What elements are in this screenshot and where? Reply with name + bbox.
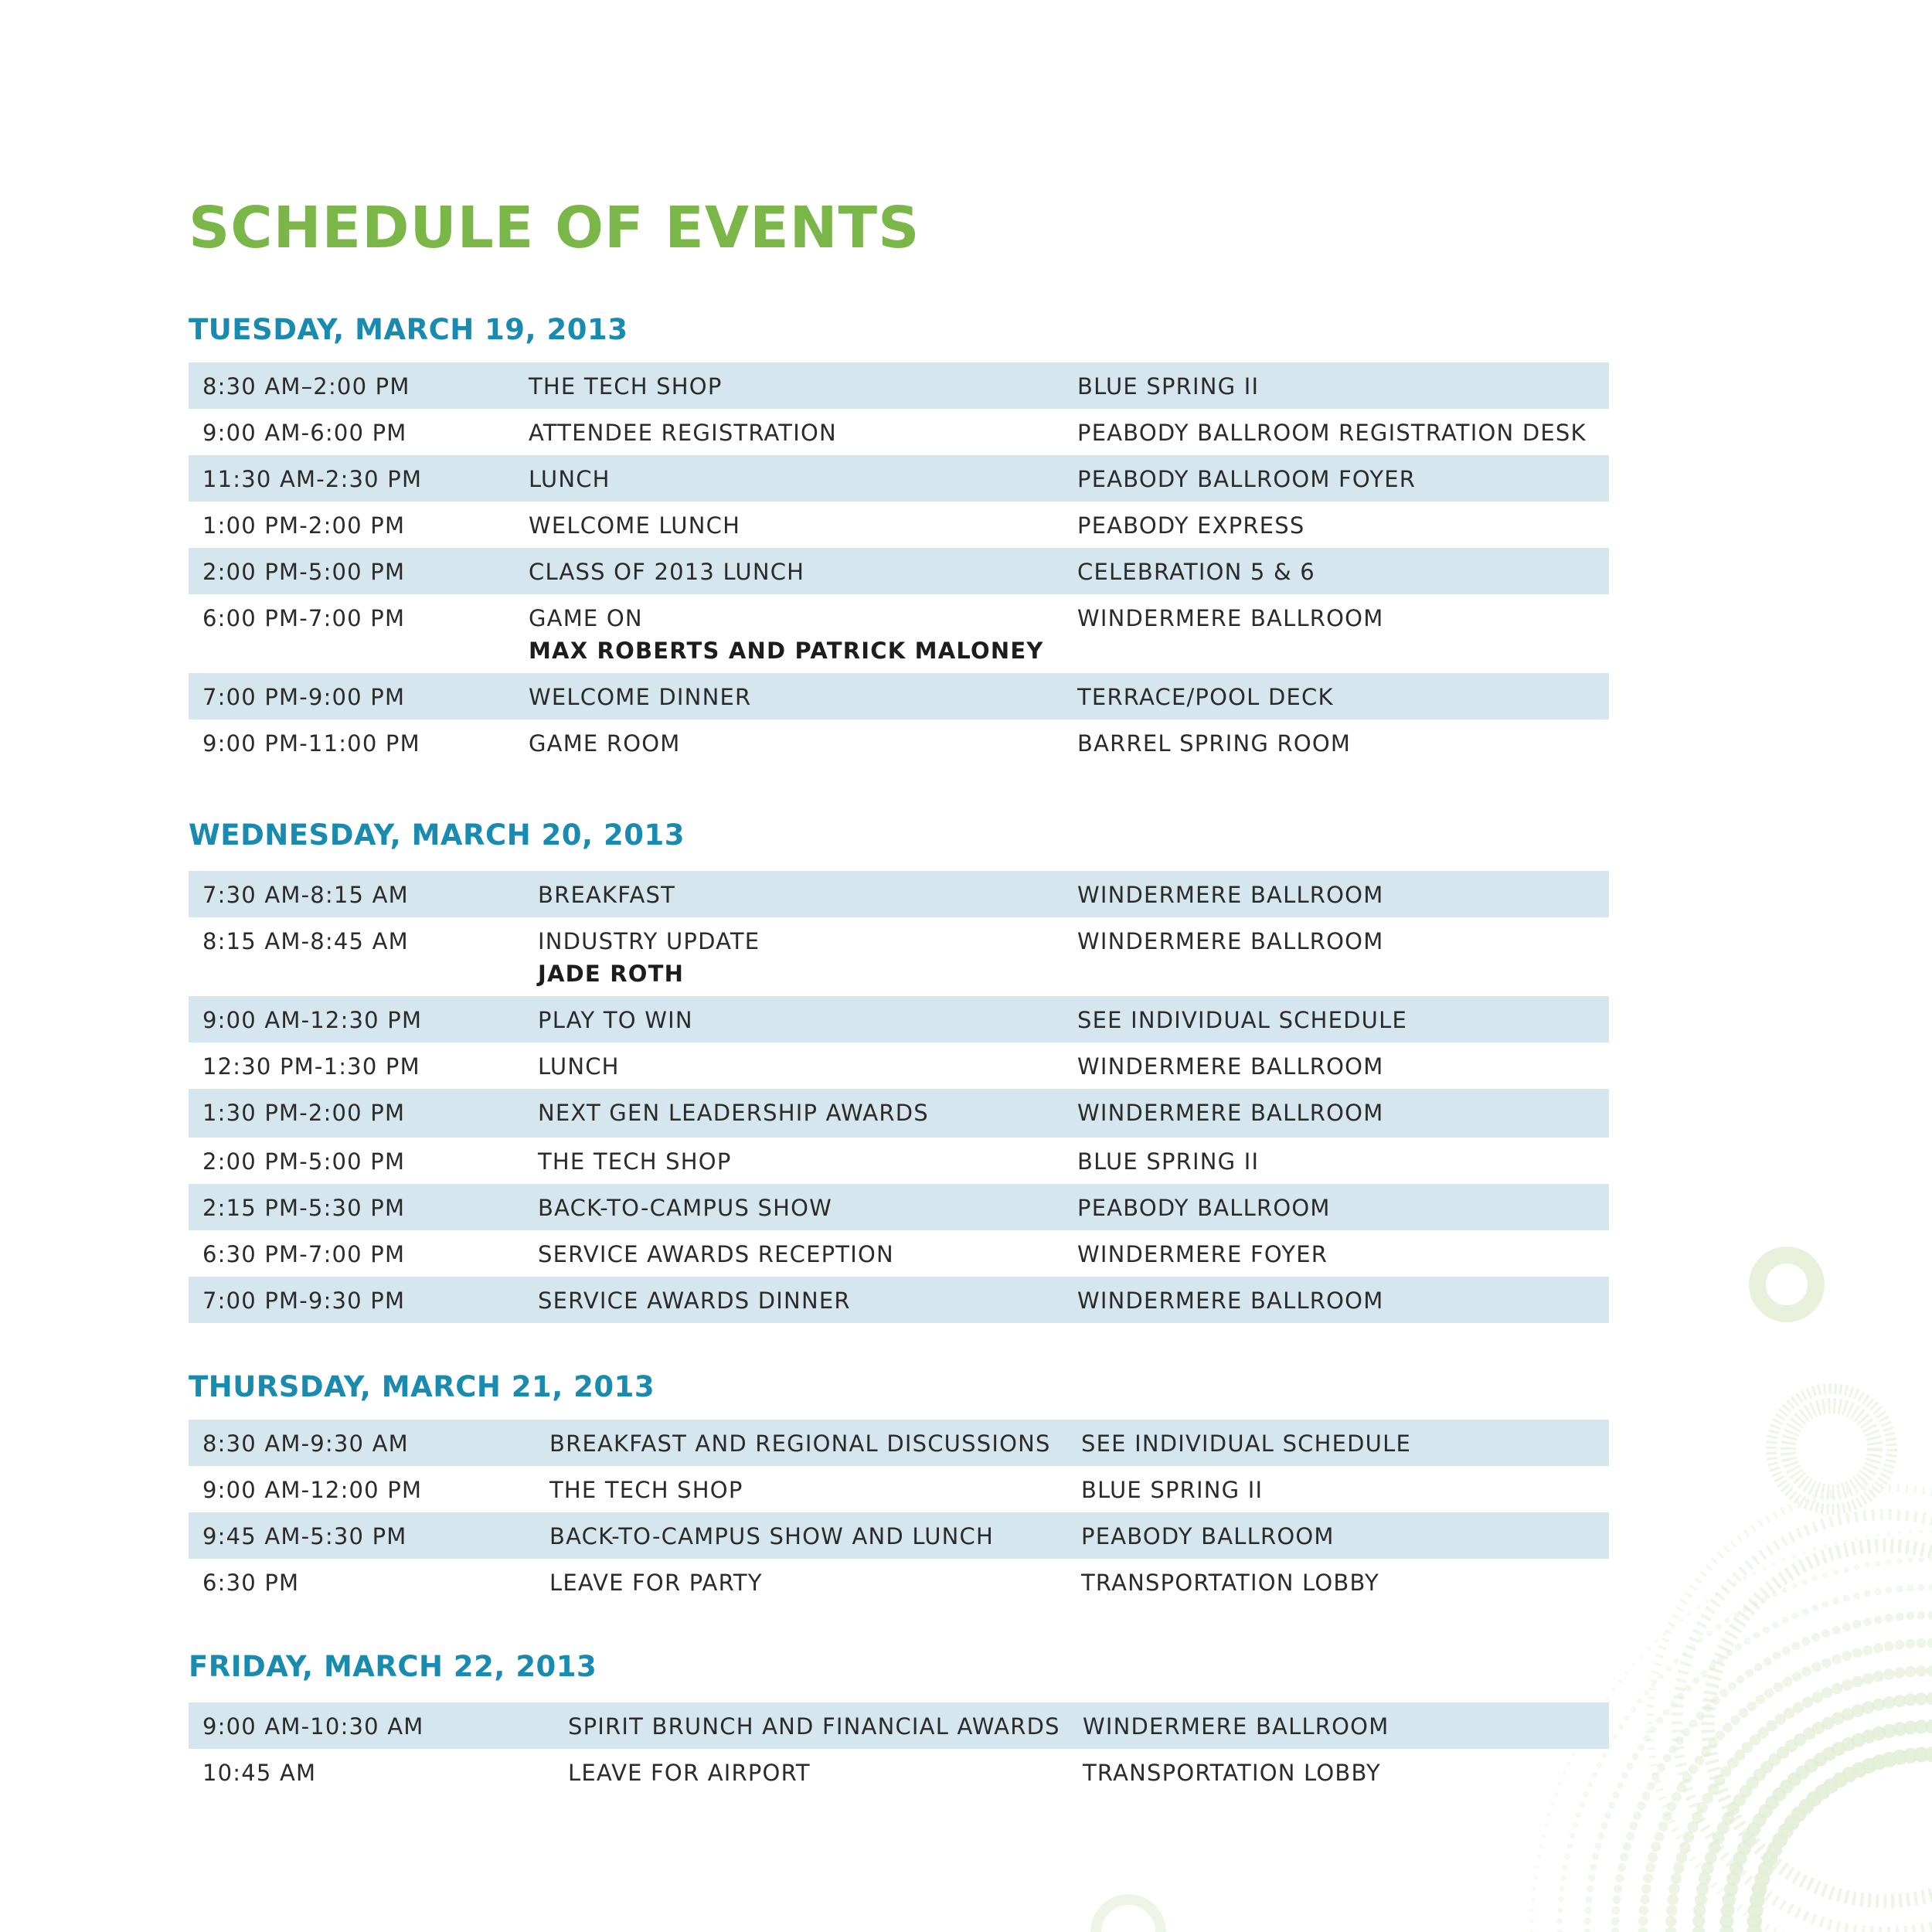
schedule-table-tuesday — [189, 362, 1609, 766]
event-time: 8:30 AM–2:00 PM — [202, 373, 410, 400]
event-time: 1:30 PM-2:00 PM — [202, 1100, 406, 1126]
event-speaker: JADE ROTH — [538, 961, 685, 987]
event-title-text: INDUSTRY UPDATE — [538, 928, 760, 954]
table-row — [189, 917, 1609, 996]
day-heading-tuesday: TUESDAY, MARCH 19, 2013 — [189, 313, 628, 346]
table-row — [189, 1702, 1609, 1749]
event-title: NEXT GEN LEADERSHIP AWARDS — [538, 1100, 929, 1126]
event-title: THE TECH SHOP — [529, 373, 723, 400]
table-row — [189, 362, 1609, 409]
event-location: WINDERMERE BALLROOM — [1083, 1713, 1389, 1740]
event-time: 9:00 AM-6:00 PM — [202, 420, 407, 446]
table-row — [189, 673, 1609, 719]
event-title: LUNCH — [538, 1053, 620, 1080]
event-location: PEABODY BALLROOM — [1077, 1195, 1331, 1221]
table-row — [189, 1420, 1609, 1466]
event-time: 7:30 AM-8:15 AM — [202, 882, 409, 908]
event-time: 9:00 AM-12:30 PM — [202, 1007, 423, 1033]
event-title: LEAVE FOR PARTY — [549, 1570, 763, 1596]
schedule-table-thursday — [189, 1420, 1609, 1605]
event-time: 9:45 AM-5:30 PM — [202, 1523, 407, 1549]
event-time: 1:00 PM-2:00 PM — [202, 512, 406, 539]
table-row — [189, 548, 1609, 594]
day-heading-wednesday: WEDNESDAY, MARCH 20, 2013 — [189, 818, 685, 852]
event-location: PEABODY EXPRESS — [1077, 512, 1305, 539]
event-title: PLAY TO WIN — [538, 1007, 693, 1033]
event-time: 11:30 AM-2:30 PM — [202, 466, 423, 492]
event-time: 6:00 PM-7:00 PM — [202, 605, 406, 631]
event-title: THE TECH SHOP — [549, 1477, 743, 1503]
schedule-table-friday — [189, 1702, 1609, 1795]
event-location: BLUE SPRING II — [1081, 1477, 1264, 1503]
event-title: BREAKFAST — [538, 882, 676, 908]
table-row — [189, 455, 1609, 502]
table-row — [189, 871, 1609, 917]
event-location: TRANSPORTATION LOBBY — [1081, 1570, 1379, 1596]
event-title: LUNCH — [529, 466, 611, 492]
event-location: SEE INDIVIDUAL SCHEDULE — [1081, 1430, 1411, 1457]
event-time: 9:00 AM-12:00 PM — [202, 1477, 423, 1503]
event-location: PEABODY BALLROOM REGISTRATION DESK — [1077, 420, 1587, 446]
table-row — [189, 1138, 1609, 1184]
event-location: WINDERMERE BALLROOM — [1077, 1287, 1384, 1314]
event-location: BLUE SPRING II — [1077, 373, 1260, 400]
page-title: SCHEDULE OF EVENTS — [189, 195, 920, 261]
event-time: 7:00 PM-9:00 PM — [202, 684, 406, 710]
table-row — [189, 996, 1609, 1043]
table-row — [189, 1277, 1609, 1323]
event-location: TRANSPORTATION LOBBY — [1083, 1760, 1381, 1786]
event-location: WINDERMERE BALLROOM — [1077, 605, 1384, 631]
event-time: 10:45 AM — [202, 1760, 317, 1786]
event-time: 7:00 PM-9:30 PM — [202, 1287, 406, 1314]
event-title: ATTENDEE REGISTRATION — [529, 420, 837, 446]
event-time: 8:30 AM-9:30 AM — [202, 1430, 409, 1457]
table-row — [189, 719, 1609, 766]
table-row — [189, 502, 1609, 548]
event-title: CLASS OF 2013 LUNCH — [529, 559, 805, 585]
event-time: 12:30 PM-1:30 PM — [202, 1053, 420, 1080]
event-location: TERRACE/POOL DECK — [1077, 684, 1334, 710]
event-title: SPIRIT BRUNCH AND FINANCIAL AWARDS — [568, 1713, 1060, 1740]
event-location: PEABODY BALLROOM — [1081, 1523, 1335, 1549]
event-title: SERVICE AWARDS DINNER — [538, 1287, 851, 1314]
event-title: SERVICE AWARDS RECEPTION — [538, 1241, 894, 1267]
event-title: BACK-TO-CAMPUS SHOW — [538, 1195, 833, 1221]
event-title: THE TECH SHOP — [538, 1148, 732, 1175]
event-time: 2:00 PM-5:00 PM — [202, 1148, 406, 1175]
event-time: 6:30 PM-7:00 PM — [202, 1241, 406, 1267]
event-time: 9:00 PM-11:00 PM — [202, 730, 420, 757]
day-heading-thursday: THURSDAY, MARCH 21, 2013 — [189, 1370, 655, 1403]
table-row — [189, 1559, 1609, 1605]
event-location: WINDERMERE FOYER — [1077, 1241, 1328, 1267]
event-title: BACK-TO-CAMPUS SHOW AND LUNCH — [549, 1523, 995, 1549]
event-location: WINDERMERE BALLROOM — [1077, 1100, 1384, 1126]
event-time: 6:30 PM — [202, 1570, 300, 1596]
table-row — [189, 1230, 1609, 1277]
event-title: BREAKFAST AND REGIONAL DISCUSSIONS — [549, 1430, 1051, 1457]
event-location: BARREL SPRING ROOM — [1077, 730, 1352, 757]
table-row — [189, 1089, 1609, 1138]
event-title — [529, 607, 1044, 662]
event-time: 2:00 PM-5:00 PM — [202, 559, 406, 585]
event-time: 8:15 AM-8:45 AM — [202, 928, 409, 954]
event-title: WELCOME LUNCH — [529, 512, 741, 539]
event-title: LEAVE FOR AIRPORT — [568, 1760, 811, 1786]
event-location: SEE INDIVIDUAL SCHEDULE — [1077, 1007, 1407, 1033]
table-row — [189, 1466, 1609, 1512]
event-time: 9:00 AM-10:30 AM — [202, 1713, 424, 1740]
event-location: CELEBRATION 5 & 6 — [1077, 559, 1315, 585]
table-row — [189, 1749, 1609, 1795]
event-title: GAME ROOM — [529, 730, 681, 757]
event-speaker: MAX ROBERTS AND PATRICK MALONEY — [529, 638, 1044, 664]
table-row — [189, 1512, 1609, 1559]
schedule-table-wednesday — [189, 871, 1609, 1323]
event-title — [538, 930, 760, 985]
event-location: WINDERMERE BALLROOM — [1077, 1053, 1384, 1080]
event-location: WINDERMERE BALLROOM — [1077, 928, 1384, 954]
day-heading-friday: FRIDAY, MARCH 22, 2013 — [189, 1650, 597, 1683]
table-row — [189, 409, 1609, 455]
table-row — [189, 1043, 1609, 1089]
event-location: WINDERMERE BALLROOM — [1077, 882, 1384, 908]
event-title-text: GAME ON — [529, 605, 643, 631]
event-title: WELCOME DINNER — [529, 684, 752, 710]
table-row — [189, 594, 1609, 673]
event-location: BLUE SPRING II — [1077, 1148, 1260, 1175]
event-time: 2:15 PM-5:30 PM — [202, 1195, 406, 1221]
table-row — [189, 1184, 1609, 1230]
event-location: PEABODY BALLROOM FOYER — [1077, 466, 1417, 492]
